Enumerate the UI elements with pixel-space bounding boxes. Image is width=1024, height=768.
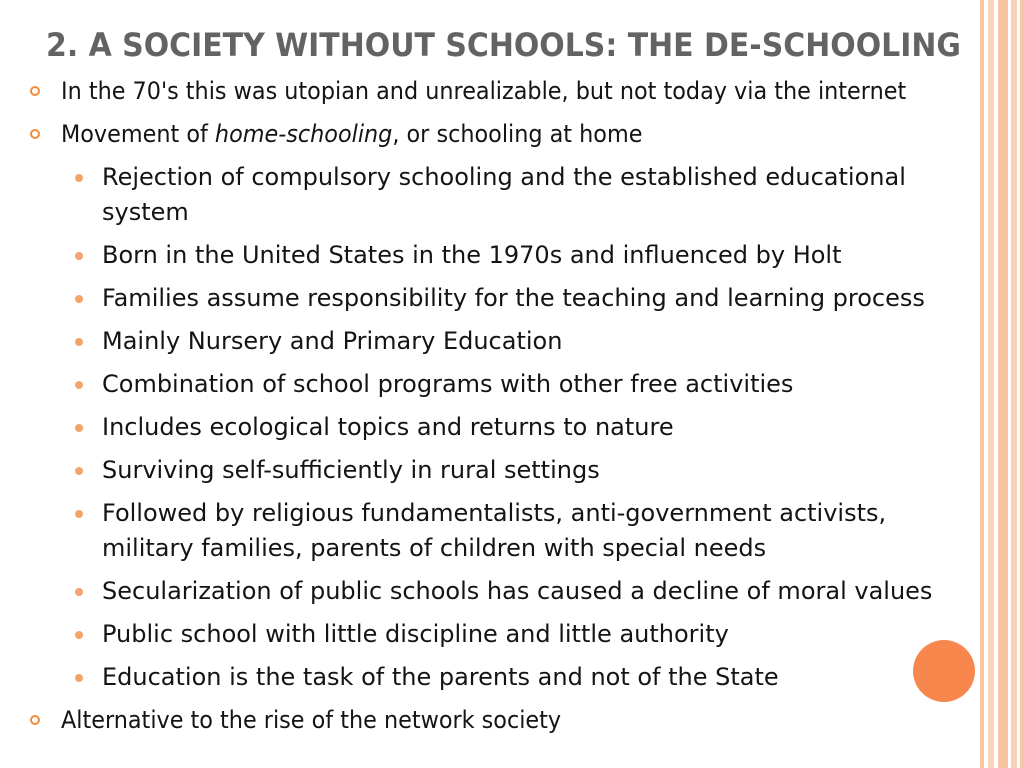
ring-bullet-icon: [30, 86, 40, 96]
sub-bullet-item: [30, 238, 940, 273]
bullet-item: [30, 117, 980, 152]
sub-bullet-item: [30, 660, 940, 695]
sub-bullet-item: [30, 324, 940, 359]
bullet-item: [30, 703, 980, 738]
sub-bullet-item: [30, 281, 940, 316]
sub-bullet-item: [30, 410, 940, 445]
sub-bullet-text: Followed by religious fundamentalists, anti-government activists, military families, parents of children with special needs: [102, 499, 887, 562]
stripe: [1020, 0, 1024, 768]
dot-bullet-icon: [75, 510, 83, 518]
dot-bullet-icon: [75, 381, 83, 389]
stripe: [998, 0, 1008, 768]
bullet-list: [30, 74, 980, 746]
bullet-text-after: , or schooling at home: [392, 120, 643, 148]
sub-bullet-text: Rejection of compulsory schooling and the established educational system: [102, 163, 906, 226]
dot-bullet-icon: [75, 674, 83, 682]
dot-bullet-icon: [75, 295, 83, 303]
sub-bullet-text: Secularization of public schools has caused a decline of moral values: [102, 577, 933, 605]
sub-bullet-text: Surviving self-sufficiently in rural settings: [102, 456, 600, 484]
bullet-text: [61, 117, 642, 152]
stripe: [980, 0, 984, 768]
sub-bullet-item: [30, 453, 940, 488]
decorative-circle: [913, 640, 975, 702]
bullet-item: [30, 74, 980, 109]
sub-bullet-item: [30, 574, 940, 609]
dot-bullet-icon: [75, 338, 83, 346]
dot-bullet-icon: [75, 424, 83, 432]
sub-bullet-text: Families assume responsibility for the teaching and learning process: [102, 284, 925, 312]
sub-bullet-text: Combination of school programs with other free activities: [102, 370, 794, 398]
ring-bullet-icon: [30, 715, 40, 725]
sub-bullet-item: [30, 160, 940, 230]
dot-bullet-icon: [75, 631, 83, 639]
dot-bullet-icon: [75, 252, 83, 260]
sub-bullet-text: Mainly Nursery and Primary Education: [102, 327, 563, 355]
stripe: [988, 0, 994, 768]
bullet-text-before: Movement of: [61, 120, 215, 148]
sub-bullet-item: [30, 617, 940, 652]
sub-bullet-text: Includes ecological topics and returns to nature: [102, 413, 674, 441]
sub-bullet-item: [30, 367, 940, 402]
bullet-text: In the 70's this was utopian and unrealizable, but not today via the internet: [61, 77, 907, 105]
dot-bullet-icon: [75, 467, 83, 475]
sub-bullet-text: Public school with little discipline and little authority: [102, 620, 729, 648]
slide-title: 2. A SOCIETY WITHOUT SCHOOLS: THE DE-SCHOOLING: [46, 26, 961, 64]
sub-bullet-list: [30, 160, 980, 695]
sub-bullet-item: [30, 496, 940, 566]
sub-bullet-text: Born in the United States in the 1970s and influenced by Holt: [102, 241, 842, 269]
bullet-text-italic: home-schooling: [214, 120, 393, 148]
ring-bullet-icon: [30, 129, 40, 139]
bullet-text: Alternative to the rise of the network society: [61, 706, 562, 734]
sub-bullet-text: Education is the task of the parents and not of the State: [102, 663, 779, 691]
dot-bullet-icon: [75, 174, 83, 182]
dot-bullet-icon: [75, 588, 83, 596]
stripe: [1011, 0, 1017, 768]
decorative-stripes: [980, 0, 1024, 768]
